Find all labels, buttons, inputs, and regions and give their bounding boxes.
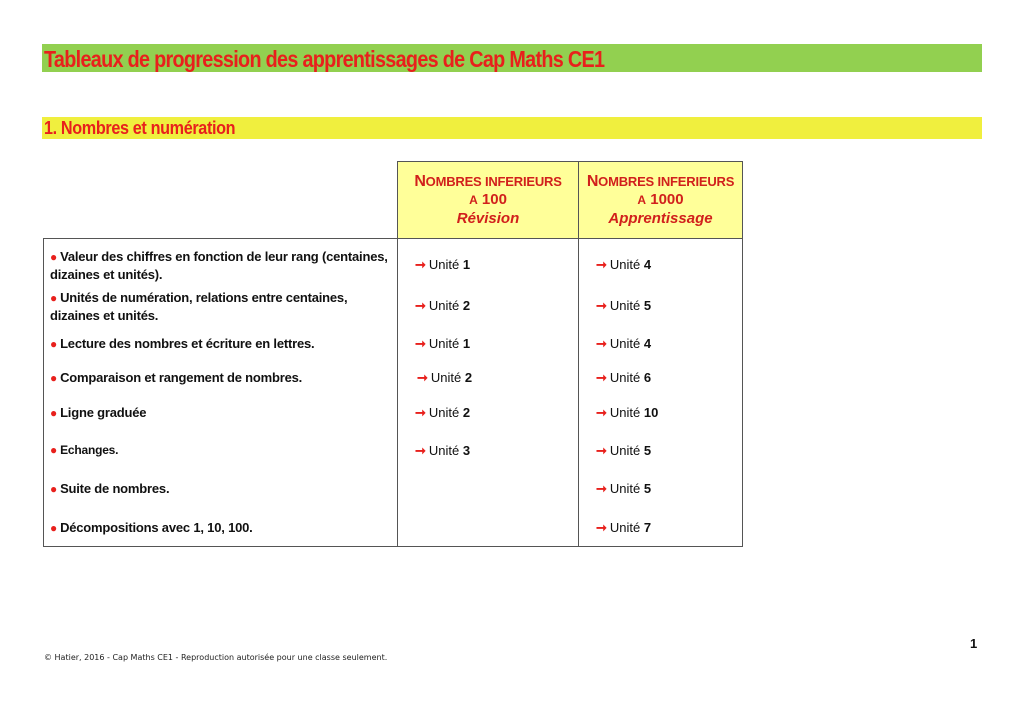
column-header-line1: NOMBRES INFERIEURS	[414, 173, 562, 190]
column-header-line3: Révision	[456, 210, 520, 227]
arrow-icon: ➞	[596, 298, 607, 313]
column-header-nombres-100	[397, 161, 579, 239]
bullet-icon: ●	[50, 443, 58, 457]
arrow-icon: ➞	[415, 443, 426, 458]
arrow-icon: ➞	[415, 336, 426, 351]
arrow-icon: ➞	[596, 443, 607, 458]
unit-cell: ➞ Unité 2	[417, 370, 473, 385]
unit-cell: ➞ Unité 6	[596, 370, 652, 385]
unit-cell: ➞ Unité 7	[596, 520, 652, 535]
column-header-line3: Apprentissage	[608, 210, 713, 227]
copyright-footer: © Hatier, 2016 - Cap Maths CE1 - Reproduction autorisée pour une classe seulement.	[44, 653, 388, 662]
arrow-icon: ➞	[596, 481, 607, 496]
progression-table	[43, 238, 743, 547]
bullet-icon: ●	[50, 337, 58, 351]
arrow-icon: ➞	[415, 298, 426, 313]
bullet-icon: ●	[50, 482, 58, 496]
table-row-label: ● Ligne graduée	[50, 405, 147, 420]
table-row-label: ● Echanges.	[50, 443, 119, 457]
arrow-icon: ➞	[417, 370, 428, 385]
page-title: Tableaux de progression des apprentissages de Cap Maths CE1	[44, 46, 605, 72]
unit-cell: ➞ Unité 1	[415, 257, 471, 272]
arrow-icon: ➞	[415, 405, 426, 420]
arrow-icon: ➞	[596, 336, 607, 351]
column-header-nombres-1000	[578, 161, 743, 239]
unit-cell: ➞ Unité 1	[415, 336, 471, 351]
arrow-icon: ➞	[596, 370, 607, 385]
column-header-line1: NOMBRES INFERIEURS	[586, 173, 735, 190]
arrow-icon: ➞	[415, 257, 426, 272]
bullet-icon: ●	[50, 521, 58, 535]
unit-cell: ➞ Unité 5	[596, 298, 652, 313]
unit-cell: ➞ Unité 5	[596, 481, 652, 496]
arrow-icon: ➞	[596, 520, 607, 535]
unit-cell: ➞ Unité 4	[596, 336, 652, 351]
column-header-line2: A 100	[469, 191, 507, 208]
bullet-icon: ●	[50, 291, 58, 305]
page-number: 1	[970, 636, 978, 651]
unit-cell: ➞ Unité 4	[596, 257, 652, 272]
column-divider	[397, 238, 398, 547]
unit-cell: ➞ Unité 5	[596, 443, 652, 458]
table-row-label: ● Valeur des chiffres en fonction de leur rang (centaines, dizaines et unités).	[50, 249, 388, 282]
bullet-icon: ●	[50, 406, 58, 420]
column-divider	[578, 238, 579, 547]
arrow-icon: ➞	[596, 257, 607, 272]
table-row-label: ● Lecture des nombres et écriture en lettres.	[50, 336, 315, 351]
column-header-line2: A 1000	[637, 191, 684, 208]
table-row-label: ● Suite de nombres.	[50, 481, 170, 496]
unit-cell: ➞ Unité 2	[415, 298, 471, 313]
table-row-label: ● Comparaison et rangement de nombres.	[50, 370, 303, 385]
unit-cell: ➞ Unité 10	[596, 405, 659, 420]
section-heading: 1. Nombres et numération	[44, 118, 236, 138]
bullet-icon: ●	[50, 371, 58, 385]
arrow-icon: ➞	[596, 405, 607, 420]
unit-cell: ➞ Unité 3	[415, 443, 471, 458]
table-row-label: ● Décompositions avec 1, 10, 100.	[50, 520, 253, 535]
unit-cell: ➞ Unité 2	[415, 405, 471, 420]
table-row-label: ● Unités de numération, relations entre centaines, dizaines et unités.	[50, 290, 348, 323]
bullet-icon: ●	[50, 250, 58, 264]
